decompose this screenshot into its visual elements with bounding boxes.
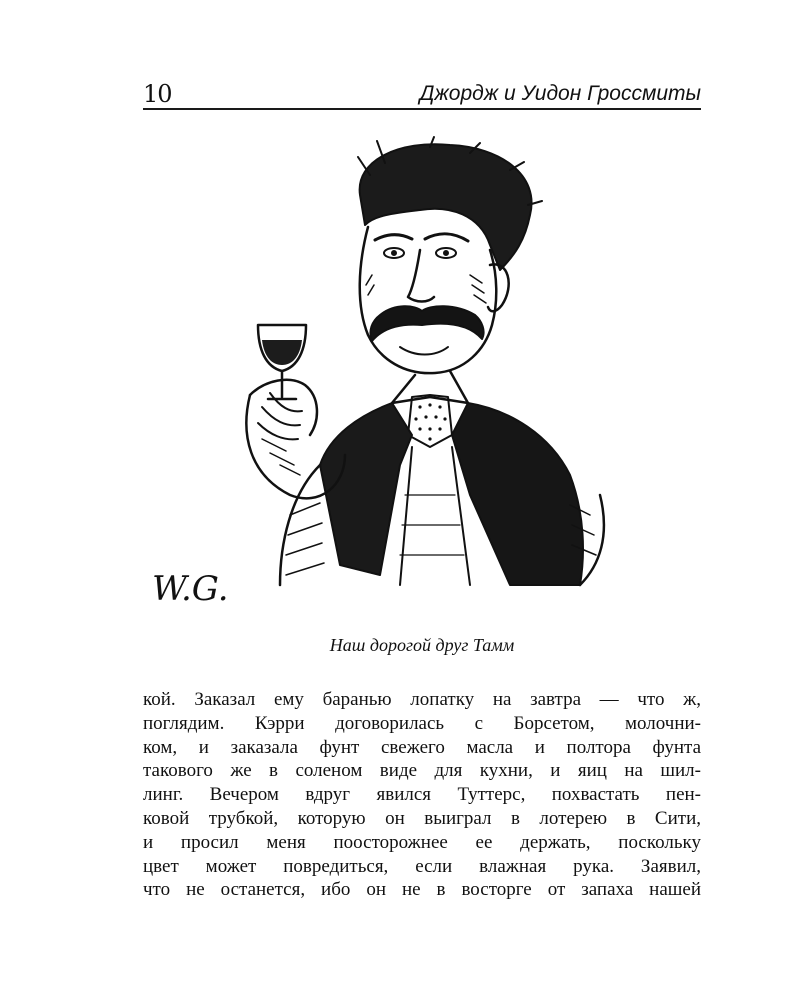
text-line: ковой трубкой, которую он выиграл в лотерею в Сити, xyxy=(143,807,701,829)
text-line: такового же в соленом виде для кухни, и яиц на шил- xyxy=(143,760,701,782)
running-title: Джордж и Уидон Гроссмиты xyxy=(419,82,701,105)
page-number: 10 xyxy=(143,80,172,108)
text-line: кой. Заказал ему баранью лопатку на завтра — что ж, xyxy=(143,689,701,710)
body-text xyxy=(143,688,701,902)
text-line: что не останется, ибо он не в восторге от запаха нашей xyxy=(143,879,701,901)
text-line: и просил меня поосторожнее ее держать, поскольку xyxy=(143,831,701,853)
portrait-illustration xyxy=(130,135,690,620)
portrait-engraving-icon xyxy=(130,135,690,620)
running-header xyxy=(143,80,701,108)
illustration-caption: Наш дорогой друг Тамм xyxy=(329,635,515,655)
text-line: цвет может повредиться, если влажная рука. Заявил, xyxy=(143,855,701,877)
text-line: поглядим. Кэрри договорилась с Борсетом, молочни- xyxy=(143,712,701,734)
text-line: ком, и заказала фунт свежего масла и полтора фунта xyxy=(143,736,701,758)
header-rule xyxy=(143,108,701,110)
artist-signature: W.G. xyxy=(152,569,229,609)
text-line: линг. Вечером вдруг явился Туттерс, похвастать пен- xyxy=(143,784,701,806)
